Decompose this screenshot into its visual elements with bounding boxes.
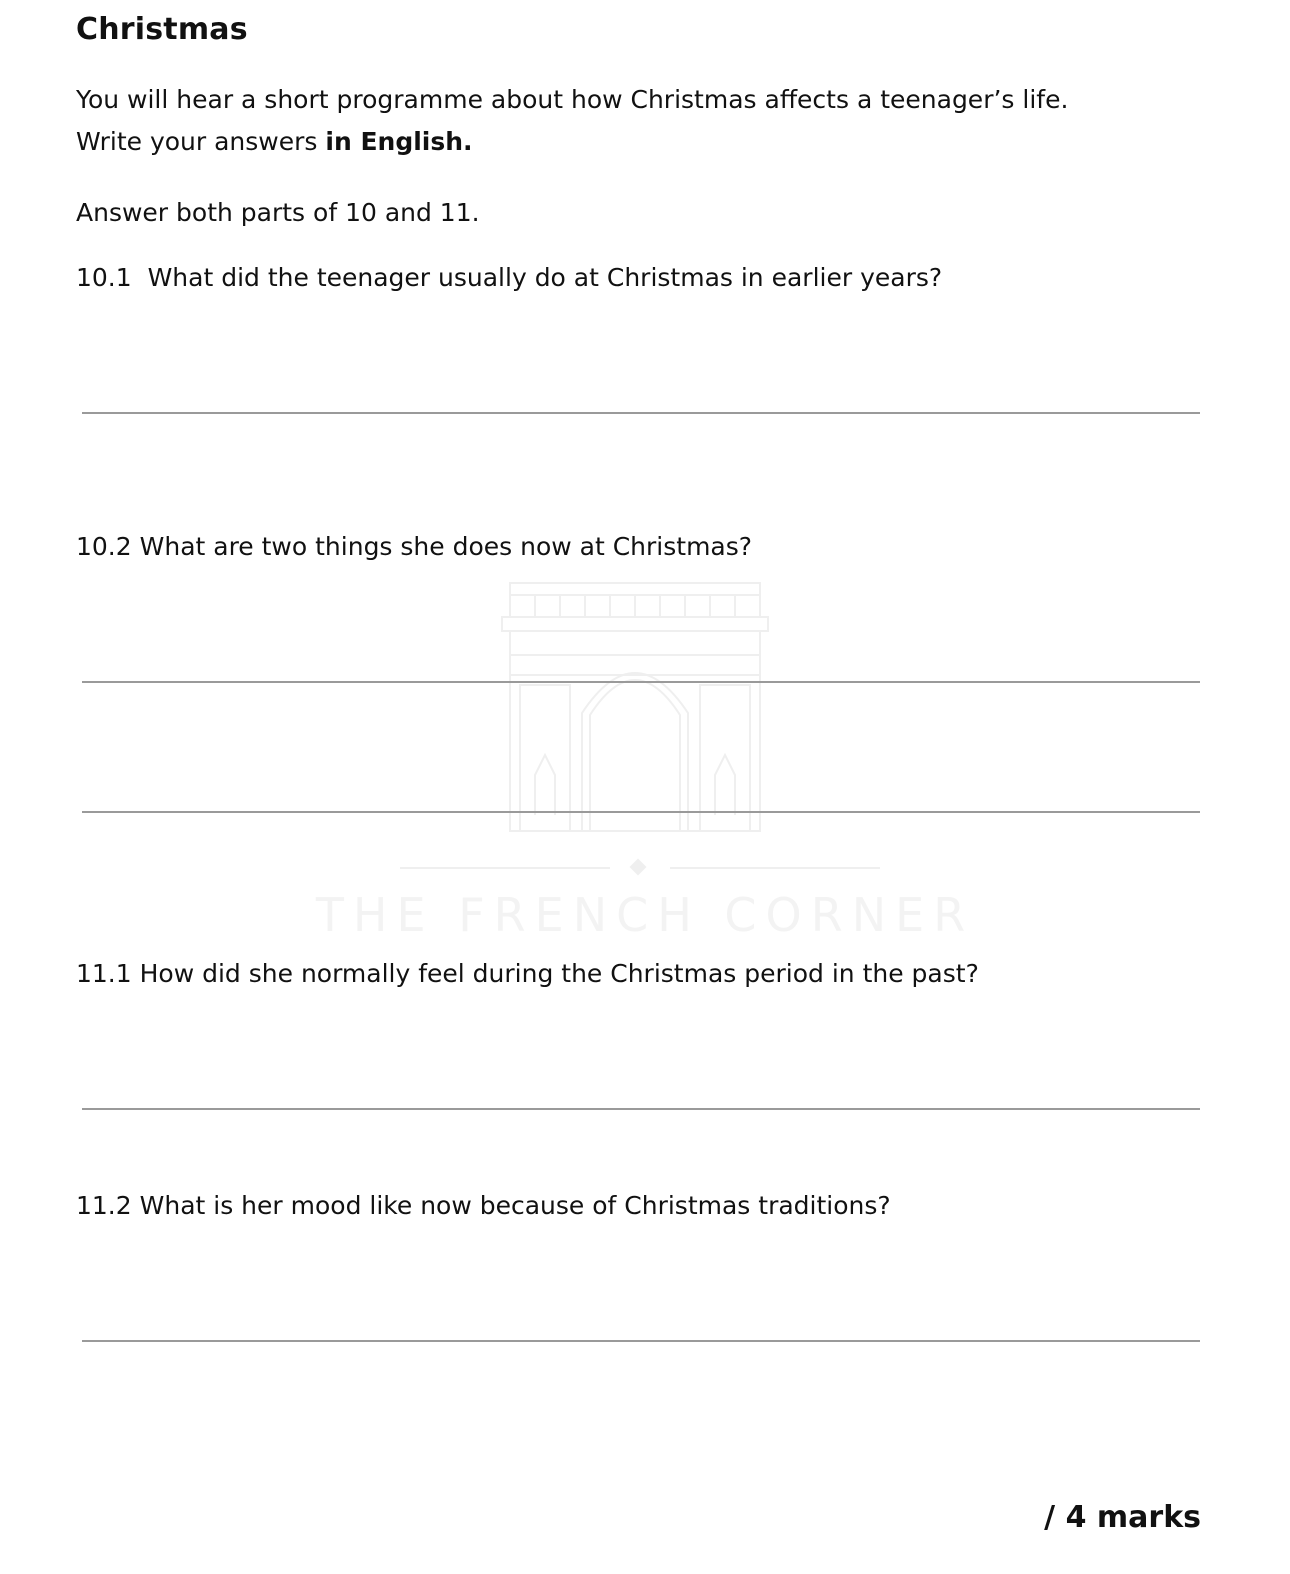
question-10-2 xyxy=(76,531,752,563)
instruction-language-bold: in English. xyxy=(325,127,473,156)
question-text: What are two things she does now at Christmas? xyxy=(139,532,753,561)
instruction-answer-both: Answer both parts of 10 and 11. xyxy=(76,198,480,227)
question-number: 10.1 xyxy=(76,263,132,292)
answer-line-11-1[interactable] xyxy=(82,1108,1200,1110)
instruction-language xyxy=(76,126,473,158)
watermark-text: THE FRENCH CORNER xyxy=(315,888,975,942)
question-number: 11.1 xyxy=(76,959,132,988)
answer-line-10-2-b[interactable] xyxy=(82,811,1200,813)
question-number: 10.2 xyxy=(76,532,132,561)
intro-line: You will hear a short programme about how Christmas affects a teenager’s life. xyxy=(76,85,1069,114)
question-number: 11.2 xyxy=(76,1191,132,1220)
question-text: How did she normally feel during the Christmas period in the past? xyxy=(139,959,979,988)
question-10-1 xyxy=(76,262,942,294)
answer-line-10-1[interactable] xyxy=(82,412,1200,414)
marks-total: / 4 marks xyxy=(1044,1500,1201,1535)
instruction-language-prefix: Write your answers xyxy=(76,127,326,156)
question-11-2 xyxy=(76,1190,891,1222)
question-text: What is her mood like now because of Christmas traditions? xyxy=(139,1191,891,1220)
answer-line-10-2-a[interactable] xyxy=(82,681,1200,683)
question-11-1 xyxy=(76,958,979,990)
answer-line-11-2[interactable] xyxy=(82,1340,1200,1342)
question-text: What did the teenager usually do at Christmas in earlier years? xyxy=(147,263,943,292)
page-title: Christmas xyxy=(76,12,248,47)
